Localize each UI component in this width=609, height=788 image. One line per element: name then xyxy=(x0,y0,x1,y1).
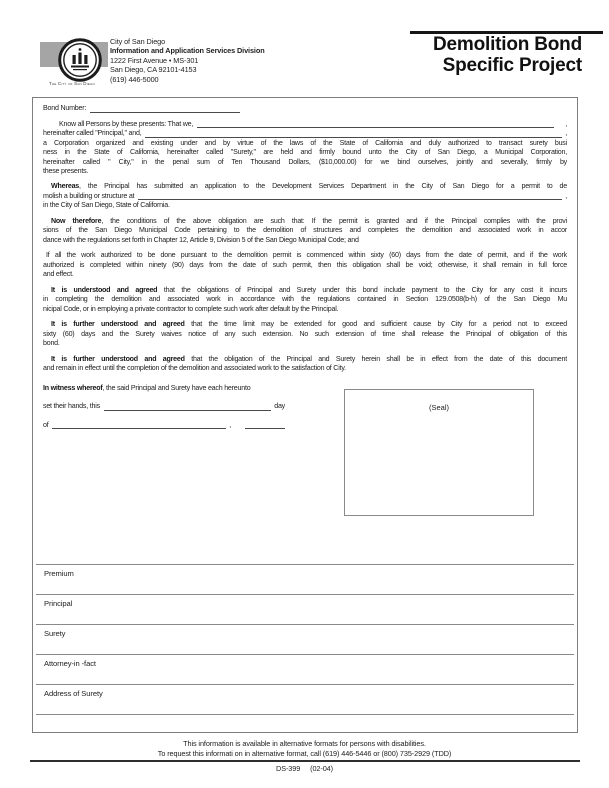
text-line: and effect. xyxy=(43,270,74,278)
text-line: set their hands, this xyxy=(43,402,100,410)
principal-name-field[interactable] xyxy=(197,127,554,128)
structure-address-field[interactable] xyxy=(138,199,562,200)
bold-lead: Whereas xyxy=(51,182,80,190)
signature-rows-closing-line xyxy=(36,714,574,715)
accessibility-notice-line2: To request this informati on in alternative format, call (619) 446-5446 or (800) 735-2929 (TDD) xyxy=(157,748,452,758)
text-line: a Corporation organized and existing under and by virtue of the laws of the State of California and duly authorized to transact surety busi xyxy=(43,138,567,147)
bold-lead: It is further understood and agreed xyxy=(51,320,185,328)
bold-lead: Now therefore xyxy=(51,216,102,225)
principal-name-line xyxy=(43,120,567,130)
bond-number-field[interactable] xyxy=(90,112,240,113)
witness-block xyxy=(43,384,285,431)
signature-rows xyxy=(36,564,574,715)
city-seal-icon xyxy=(58,38,102,82)
paragraph-now-therefore xyxy=(43,217,567,246)
text-line: bond. xyxy=(43,339,60,347)
text-line: authorized is completed within ninety (90) days from the date of such permit, then this obligation shall be void; otherwise, it shall remain in full force xyxy=(43,260,567,269)
text-line: sixty (60) days and the Surety waives notice of any such extension. No such extension of time shall release the Principal of obligation of this xyxy=(43,329,567,338)
seal-label: (Seal) xyxy=(428,403,449,412)
text-line: and remain in effect until the completion of the demolition and associated work to the satisfaction of City. xyxy=(43,364,346,372)
text-line: , xyxy=(565,191,567,200)
bold-lead: It is further understood and agreed xyxy=(51,354,185,363)
text-line: ness in the State of California, hereinafter called "Surety," are held and firmly bound unto the City of San Diego, a Municipal Corporation, xyxy=(43,148,567,156)
address-of-surety-row[interactable] xyxy=(36,684,574,714)
text-line: molish a building or structure at xyxy=(43,191,135,200)
text-line: , xyxy=(565,129,567,137)
text-line: sions of the San Diego Municipal Code pertaining to the demolition of structures and completes the demolition and associated work in accor xyxy=(43,226,567,234)
dept-citystate-line: San Diego, CA 92101-4153 xyxy=(110,65,197,75)
text-line: Whereas, the Principal has submitted an application to the Development Services Department in the City of San Diego for a permit to de xyxy=(51,182,567,190)
text-line: Now therefore, the conditions of the above obligation are such that: If the permit is granted and if the Principal complies with the provi xyxy=(51,216,567,225)
text-line: hereinafter called " City," in the penal sum of Ten Thousand Dollars, ($10,000.00) for we bind ourselves, jointly and severally, firmly by xyxy=(43,157,567,166)
bond-number-row xyxy=(43,104,303,114)
document-title-line1: Demolition Bond xyxy=(433,34,582,55)
principal-label: Principal xyxy=(44,599,73,608)
paragraph-whereas xyxy=(43,182,567,211)
premium-label: Premium xyxy=(44,569,74,578)
witness-month-year-line xyxy=(43,421,285,431)
text-line: If all the work authorized to be done pursuant to the demolition permit is commenced within sixty (60) days from the date of permit, and if the work xyxy=(46,251,567,259)
bold-lead: It is understood and agreed xyxy=(51,285,158,294)
form-body xyxy=(32,97,578,733)
surety-name-field[interactable] xyxy=(145,137,562,138)
dept-division-line: Information and Application Services Division xyxy=(110,46,265,56)
text-line: In witness whereof, the said Principal and Surety have each hereunto xyxy=(43,383,251,392)
attorney-in-fact-row[interactable] xyxy=(36,654,574,684)
address-of-surety-label: Address of Surety xyxy=(44,689,103,698)
dept-street-line: 1222 First Avenue • MS-301 xyxy=(110,55,199,65)
accessibility-notice-line1: This information is available in alternative formats for persons with disabilities. xyxy=(183,739,426,748)
bond-number-label: Bond Number: xyxy=(43,104,87,112)
document-title xyxy=(433,35,582,76)
month-field[interactable] xyxy=(52,428,226,429)
text-line: in completing the demolition and associated work in accordance with the regulations contained in Section 129.0508(b-h) of the San Diego Mu xyxy=(43,295,567,303)
text-line: hereinafter called "Principal," and, xyxy=(43,129,142,137)
surety-label: Surety xyxy=(44,629,66,638)
page-footer xyxy=(0,739,609,773)
text-line: these presents. xyxy=(43,167,89,175)
text-line: Know all Persons by these presents: That we, xyxy=(59,119,194,128)
paragraph-know-all-persons xyxy=(43,120,567,177)
attorney-in-fact-label: Attorney-in -fact xyxy=(44,659,96,668)
text-line: , xyxy=(565,119,567,128)
department-address-block xyxy=(110,37,265,84)
document-title-line2: Specific Project xyxy=(442,54,582,76)
structure-address-line xyxy=(43,192,567,202)
text-line: , xyxy=(229,420,231,429)
bold-lead: In witness whereof xyxy=(43,383,103,392)
paragraph-time-limit xyxy=(43,320,567,349)
dept-phone-line: (619) 446-5000 xyxy=(110,74,159,84)
form-number-code: DS-399 xyxy=(276,763,301,773)
logo-caption: The City of San Diego xyxy=(48,81,96,86)
text-line: It is further understood and agreed that the obligation of the Principal and Surety herein shall be in effect from the date of this document xyxy=(51,354,567,363)
day-field[interactable] xyxy=(104,410,271,411)
paragraph-understood-agreed xyxy=(43,286,567,315)
text-line: It is further understood and agreed that the time limit may be extended for good and sufficient cause by City for a period not to exceed xyxy=(51,320,567,328)
witness-day-line xyxy=(43,402,285,412)
surety-row[interactable] xyxy=(36,624,574,654)
year-field[interactable] xyxy=(245,428,285,429)
text-line: day xyxy=(274,402,285,410)
form-number xyxy=(0,764,609,774)
form-number-revision: (02-04) xyxy=(310,763,333,773)
paragraph-obligation-effect xyxy=(43,355,567,374)
text-line: in the City of San Diego, State of California. xyxy=(43,201,170,209)
text-line: dance with the regulations set forth in Chapter 12, Article 9, Division 5 of the San Diego Municipal Code; and xyxy=(43,235,359,244)
text-line: nicipal Code, or in employing a private contractor to complete such work after default by the Principal. xyxy=(43,304,339,313)
principal-row[interactable] xyxy=(36,594,574,624)
text-line: It is understood and agreed that the obligations of Principal and Surety under this bond include payment to the City for any cost it incurs xyxy=(51,285,567,294)
premium-row[interactable] xyxy=(36,564,574,594)
surety-name-line xyxy=(43,129,567,139)
seal-box xyxy=(344,389,534,516)
text-line: of xyxy=(43,420,49,429)
footer-rule xyxy=(30,760,580,762)
paragraph-if-all-work xyxy=(43,251,567,280)
dept-city-line: City of San Diego xyxy=(110,37,166,46)
